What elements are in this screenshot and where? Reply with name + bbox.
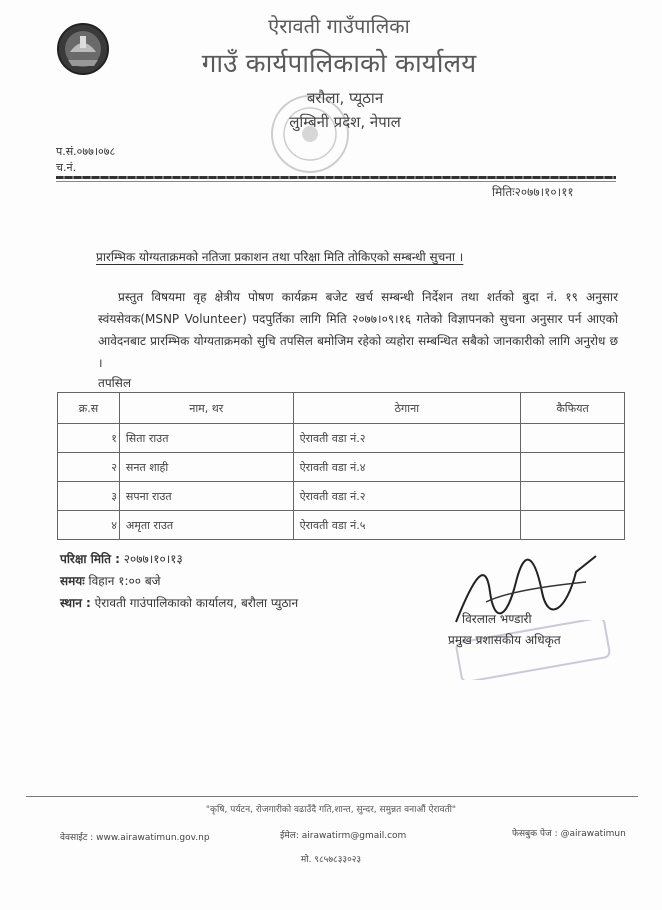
footer-divider bbox=[26, 796, 638, 797]
footer-phone: मो. ९८५७८३३०२३ bbox=[300, 855, 362, 865]
cell-remarks bbox=[521, 482, 625, 511]
header-address: ठेगाना bbox=[293, 393, 521, 424]
exam-time-value: विहान १:०० बजे bbox=[88, 574, 161, 588]
cell-name: सिता राउत bbox=[119, 424, 293, 453]
exam-date-label: परिक्षा मिति : bbox=[60, 552, 120, 566]
details-label: तपसिल bbox=[98, 376, 132, 390]
table-row bbox=[58, 482, 625, 511]
cell-serial: १ bbox=[58, 424, 120, 453]
signatory-name: विरलाल भण्डारी bbox=[462, 612, 532, 626]
cell-remarks bbox=[521, 453, 625, 482]
notice-subject: प्रारम्भिक योग्यताक्रमको नतिजा प्रकाशन तथा परिक्षा मिति तोकिएको सम्बन्धी सुचना । bbox=[96, 250, 464, 264]
footer-slogan: "कृषि, पर्यटन, रोजगारीको वढाउँदै गति,शान्त, सुन्दर, समुन्नत वनाऔं ऐरावती" bbox=[205, 805, 457, 815]
exam-place-value: ऐरावती गाउंपालिकाको कार्यालय, बरौला प्युठान bbox=[94, 596, 299, 610]
footer-website: वेवसाईट : www.airawatimun.gov.np bbox=[60, 833, 210, 843]
header-name: नाम, थर bbox=[119, 393, 293, 424]
cell-serial: ४ bbox=[58, 511, 120, 540]
header-serial: क्र.स bbox=[58, 393, 120, 424]
table-row bbox=[58, 424, 625, 453]
exam-place-line bbox=[60, 594, 298, 611]
header-divider bbox=[56, 176, 616, 179]
table-row bbox=[58, 511, 625, 540]
cell-name: अमृता राउत bbox=[119, 511, 293, 540]
cell-address: ऐरावती वडा नं.४ bbox=[293, 453, 521, 482]
notice-body: प्रस्तुत विषयमा वृह क्षेत्रीय पोषण कार्यक्रम बजेट खर्च सम्बन्धी निर्देशन तथा शर्तको बुदा नं. १९ अनुसार स्वंयसेवक(MSNP Volunteer) पदपुर्तिका लागि मिति २०७७।०९।१६ गतेको विज्ञापनको सुचना अनुसार पर्न आएको आवेदनबाट प्रारम्भिक योग्यताक्रमको सुचि तपसिल बमोजिम रहेको व्यहोरा सम्बन्धित सबैको जानकारीको लागि अनुरोध छ । bbox=[98, 290, 618, 370]
cell-serial: २ bbox=[58, 453, 120, 482]
cell-address: ऐरावती वडा नं.२ bbox=[293, 424, 521, 453]
cell-remarks bbox=[521, 511, 625, 540]
notice-date: मितिः२०७७।१०।११ bbox=[492, 185, 574, 199]
office-location: बरौला, प्यूठान bbox=[306, 89, 384, 107]
cell-remarks bbox=[521, 424, 625, 453]
municipality-name: ऐरावती गाउँपालिका bbox=[268, 14, 410, 38]
exam-time-line bbox=[60, 572, 161, 589]
province-country: लुम्बिनी प्रदेश, नेपाल bbox=[289, 113, 401, 131]
exam-time-label: समयः bbox=[60, 574, 85, 588]
cell-address: ऐरावती वडा नं.२ bbox=[293, 482, 521, 511]
official-seal-icon bbox=[452, 620, 612, 680]
header-divider-thin bbox=[56, 181, 616, 182]
cell-address: ऐरावती वडा नं.५ bbox=[293, 511, 521, 540]
candidate-table bbox=[57, 392, 625, 540]
cell-name: सपना राउत bbox=[119, 482, 293, 511]
table-header-row bbox=[58, 393, 625, 424]
table-row bbox=[58, 453, 625, 482]
cell-name: सनत शाही bbox=[119, 453, 293, 482]
office-stamp-icon bbox=[268, 92, 352, 176]
dispatch-number: च.नं. bbox=[56, 161, 77, 174]
footer-email: ईमेल: airawatirm@gmail.com bbox=[280, 831, 407, 841]
footer-facebook: फेसबुक पेज : @airawatimun bbox=[512, 829, 626, 839]
reference-number: प.सं.०७७।०७८ bbox=[56, 145, 116, 158]
exam-date-value: २०७७।१०।१३ bbox=[123, 552, 183, 566]
exam-date-line bbox=[60, 550, 183, 567]
cell-serial: ३ bbox=[58, 482, 120, 511]
exam-place-label: स्थान : bbox=[60, 596, 91, 610]
signatory-title: प्रमुख प्रशासकीय अधिकृत bbox=[448, 633, 561, 647]
header-remarks: कैफियत bbox=[521, 393, 625, 424]
office-name: गाउँ कार्यपालिकाको कार्यालय bbox=[201, 49, 477, 79]
